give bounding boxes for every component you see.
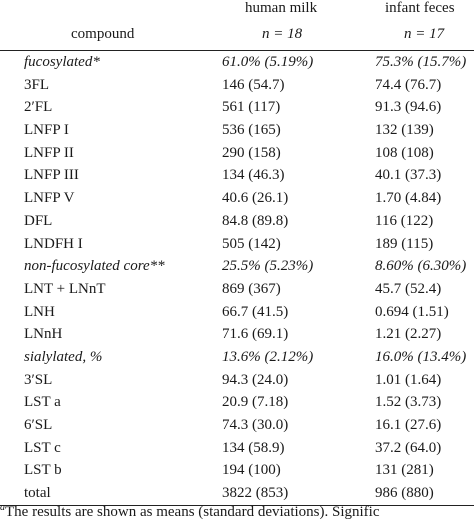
cell-human-milk: 146 (54.7): [222, 76, 285, 93]
cell-infant-feces: 986 (880): [375, 485, 434, 502]
table-row: [0, 187, 474, 210]
table-row: [0, 301, 474, 324]
table-row: [0, 437, 474, 460]
table-body: [0, 51, 474, 505]
cell-human-milk: 74.3 (30.0): [222, 417, 289, 433]
table-row: [0, 414, 474, 437]
cell-human-milk: 94.3 (24.0): [222, 371, 289, 388]
cell-infant-feces: 8.60% (6.30%): [375, 258, 467, 275]
cell-compound: LNT + LNnT: [24, 280, 106, 297]
header-human-milk: human milk: [245, 0, 318, 16]
cell-human-milk: 561 (117): [222, 99, 281, 116]
cell-human-milk: 869 (367): [222, 280, 281, 297]
footnote-text: The results are shown as means (standard deviations). Signific: [5, 504, 380, 520]
cell-infant-feces: 45.7 (52.4): [375, 280, 442, 297]
cell-human-milk: 84.8 (89.8): [222, 212, 289, 229]
cell-human-milk: 13.6% (2.12%): [222, 348, 314, 365]
cell-compound: non-fucosylated core**: [24, 258, 165, 275]
table-row: [0, 210, 474, 233]
cell-infant-feces: 1.70 (4.84): [375, 190, 442, 207]
cell-infant-feces: 131 (281): [375, 462, 434, 479]
cell-infant-feces: 1.21 (2.27): [375, 326, 442, 343]
table-row: [0, 164, 474, 187]
footnote-marker: a: [0, 502, 5, 513]
cell-infant-feces: 16.0% (13.4%): [375, 348, 467, 365]
cell-compound: 2′FL: [24, 99, 53, 116]
cell-compound: sialylated, %: [24, 348, 103, 365]
cell-human-milk: 134 (46.3): [222, 167, 285, 184]
cell-compound: LNFP III: [24, 167, 79, 184]
cell-infant-feces: 75.3% (15.7%): [375, 54, 467, 70]
header-milk-n: n = 18: [262, 26, 303, 42]
cell-compound: LNFP I: [24, 122, 69, 139]
cell-compound: LNH: [24, 303, 55, 320]
cell-compound: LNnH: [24, 326, 63, 343]
header-infant-feces: infant feces: [385, 0, 455, 16]
cell-human-milk: 3822 (853): [222, 485, 289, 502]
cell-compound: DFL: [24, 212, 53, 229]
cell-infant-feces: 37.2 (64.0): [375, 439, 442, 456]
table-row: [0, 51, 474, 74]
cell-human-milk: 25.5% (5.23%): [222, 258, 314, 275]
cell-infant-feces: 1.01 (1.64): [375, 371, 442, 388]
cell-human-milk: 536 (165): [222, 122, 281, 139]
cell-infant-feces: 16.1 (27.6): [375, 417, 442, 433]
table-row: [0, 323, 474, 346]
cell-infant-feces: 116 (122): [375, 212, 434, 229]
table-footnote: [0, 499, 380, 521]
cell-infant-feces: 74.4 (76.7): [375, 76, 442, 93]
cell-infant-feces: 1.52 (3.73): [375, 394, 442, 411]
cell-human-milk: 134 (58.9): [222, 439, 285, 456]
cell-infant-feces: 0.694 (1.51): [375, 303, 449, 320]
cell-infant-feces: 91.3 (94.6): [375, 99, 442, 116]
cell-compound: LST a: [24, 394, 61, 411]
cell-compound: total: [24, 485, 51, 502]
table-row: [0, 391, 474, 414]
cell-compound: LNDFH I: [24, 235, 83, 252]
cell-human-milk: 194 (100): [222, 462, 281, 479]
table-row: [0, 119, 474, 142]
table-row: [0, 96, 474, 119]
cell-compound: 3FL: [24, 76, 50, 93]
table-row: [0, 233, 474, 256]
table-row: [0, 255, 474, 278]
table-row: [0, 278, 474, 301]
cell-compound: LST b: [24, 462, 62, 479]
cell-compound: LNFP II: [24, 144, 74, 161]
cell-compound: 6′SL: [24, 417, 53, 433]
cell-compound: LNFP V: [24, 190, 75, 207]
cell-human-milk: 61.0% (5.19%): [222, 54, 314, 70]
cell-human-milk: 40.6 (26.1): [222, 190, 289, 207]
cell-compound: 3′SL: [24, 371, 53, 388]
table-row: [0, 459, 474, 482]
header-compound: compound: [71, 26, 135, 42]
cell-human-milk: 20.9 (7.18): [222, 394, 289, 411]
table-row: [0, 369, 474, 392]
cell-compound: fucosylated*: [24, 54, 100, 70]
cell-human-milk: 505 (142): [222, 235, 281, 252]
cell-infant-feces: 40.1 (37.3): [375, 167, 442, 184]
cell-human-milk: 290 (158): [222, 144, 281, 161]
cell-human-milk: 66.7 (41.5): [222, 303, 289, 320]
table-row: [0, 142, 474, 165]
cell-infant-feces: 108 (108): [375, 144, 434, 161]
table-header: [0, 0, 474, 50]
cell-infant-feces: 189 (115): [375, 235, 434, 252]
table-row: [0, 346, 474, 369]
table-row: [0, 74, 474, 97]
header-feces-n: n = 17: [404, 26, 445, 42]
cell-human-milk: 71.6 (69.1): [222, 326, 289, 343]
cell-infant-feces: 132 (139): [375, 122, 434, 139]
cell-compound: LST c: [24, 439, 61, 456]
